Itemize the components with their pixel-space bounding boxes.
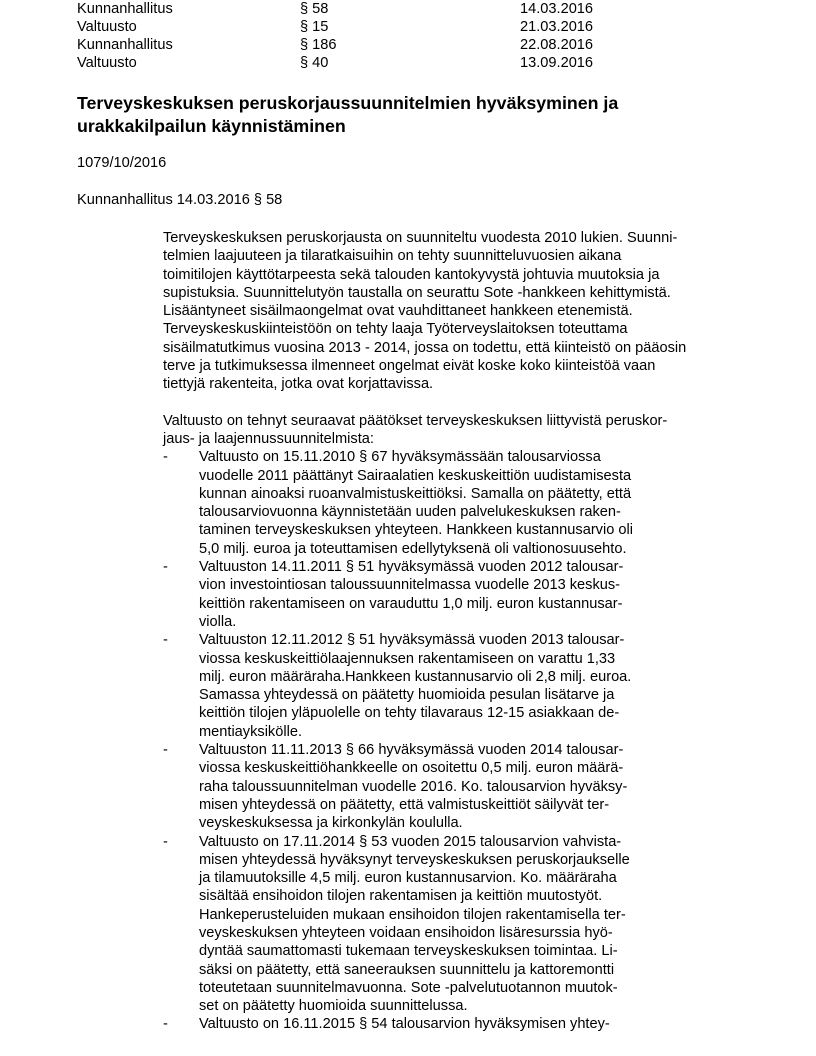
decision-text: Valtuusto on 16.11.2015 § 54 talousarvion hyväksymisen yhtey- bbox=[199, 1016, 610, 1033]
bullet-dash: - bbox=[163, 449, 168, 466]
reference-section: § 40 bbox=[300, 55, 329, 71]
decision-text: Valtuuston 14.11.2011 § 51 hyväksymässä vuoden 2012 talousar- vion investointiosan taloussuunnitelmassa vuodelle 2013 keskus- keittiön rakentamiseen on varauduttu 1,0 milj. euron kustannusar- violla. bbox=[199, 559, 624, 630]
reference-body: Kunnanhallitus bbox=[77, 1, 173, 17]
list-item bbox=[163, 448, 743, 558]
bullet-dash: - bbox=[163, 833, 168, 850]
intro-paragraph: Terveyskeskuksen peruskorjausta on suunniteltu vuodesta 2010 lukien. Suunni- telmien laajuuteen ja tilaratkaisuihin on tehty suunnitteluvuosien aikana toimitilojen käyttötarpeesta sekä talouden kantokyvystä johtuvia muutoksia ja supistuksia. Suunnittelutyön taustalla on seurattu Sote -hankkeen kehittymistä. Lisääntyneet sisäilmaongelmat ovat vauhdittaneet hankkeen etenemistä. Terveyskeskuskiinteistöön on tehty laaja Työterveyslaitoksen toteuttama sisäilmatutkimus vuosina 2013 - 2014, jossa on todettu, että kiinteistö on pääosin terve ja tutkimuksessa ilmenneet ongelmat eivät koske koko kiinteistöä vaan tiettyjä rakenteita, jotka ovat korjattavissa. bbox=[163, 230, 687, 393]
reference-section: § 15 bbox=[300, 19, 329, 35]
decisions-intro: Valtuusto on tehnyt seuraavat päätökset terveyskeskuksen liittyvistä peruskor- jaus- ja laajennussuunnitelmista: bbox=[163, 412, 668, 447]
decision-text: Valtuusto on 15.11.2010 § 67 hyväksymässään talousarviossa vuodelle 2011 päättänyt Sairaalatien keskuskeittiön uudistamisesta kunnan ainoaksi ruoanvalmistuskeittiöksi. Samalla on päätetty, että talousarviovuonna käynnistetään uuden palvelukeskuksen raken- taminen terveyskeskuksen yhteyteen. Hankkeen kustannusarvio oli 5,0 milj. euroa ja toteuttamisen edellytyksenä oli valtionosuusehto. bbox=[199, 449, 633, 557]
reference-date: 21.03.2016 bbox=[520, 19, 594, 35]
reference-date: 13.09.2016 bbox=[520, 55, 594, 71]
list-item bbox=[163, 631, 743, 741]
diary-number: 1079/10/2016 bbox=[77, 155, 167, 171]
decision-text: Valtuuston 11.11.2013 § 66 hyväksymässä vuoden 2014 talousar- viossa keskuskeittiöhankkeelle on osoitettu 0,5 milj. euron määrä- raha taloussuunnitelman vuodelle 2016. Ko. talousarvion hyväksy- misen yhteydessä on päätetty, että valmistuskeittiöt säilyvät ter- veyskeskuksessa ja kirkonkylän koululla. bbox=[199, 742, 628, 832]
reference-body: Valtuusto bbox=[77, 55, 137, 71]
list-item bbox=[163, 558, 743, 631]
reference-section: § 58 bbox=[300, 1, 329, 17]
reference-body: Kunnanhallitus bbox=[77, 37, 173, 53]
reference-section: § 186 bbox=[300, 37, 337, 53]
bullet-dash: - bbox=[163, 559, 168, 576]
bullet-dash: - bbox=[163, 742, 168, 759]
decision-text: Valtuuston 12.11.2012 § 51 hyväksymässä vuoden 2013 talousar- viossa keskuskeittiölaajennuksen rakentamiseen on varattu 1,33 milj. euron määräraha.Hankkeen kustannusarvio oli 2,8 milj. euroa. Samassa yhteydessä on päätetty huomioida pesulan lisätarve ja keittiön tilojen yläpuolelle on tehty tilavaraus 12-15 asiakkaan de- mentiayksikölle. bbox=[199, 632, 632, 740]
bullet-dash: - bbox=[163, 632, 168, 649]
list-item bbox=[163, 1015, 743, 1033]
document-body bbox=[163, 229, 743, 1034]
page-title: Terveyskeskuksen peruskorjaussuunnitelmien hyväksyminen ja urakkakilpailun käynnistäminen bbox=[77, 93, 619, 136]
decision-text: Valtuusto on 17.11.2014 § 53 vuoden 2015 talousarvion vahvista- misen yhteydessä hyväksynyt terveyskeskuksen peruskorjaukselle ja tilamuutoksille 4,5 milj. euron kustannusarvion. Ko. määräraha sisältää ensihoidon tilojen rakentamisen ja keittiön muutostyöt. Hankeperusteluiden mukaan ensihoidon tilojen rakentamisella ter- veyskeskuksen yhteyteen voidaan ensihoidon lisäresurssia hyö- dyntää saumattomasti tukemaan terveyskeskuksen toimintaa. Li- säksi on päätetty, että saneerauksen suunnittelu ja kattoremontti toteutetaan suunnitelmavuonna. Sote -palvelutuotannon muutok- set on päätetty huomioida suunnittelussa. bbox=[199, 833, 630, 1015]
list-item bbox=[163, 741, 743, 832]
list-item bbox=[163, 833, 743, 1016]
reference-date: 14.03.2016 bbox=[520, 1, 594, 17]
bullet-dash: - bbox=[163, 1016, 168, 1033]
board-reference: Kunnanhallitus 14.03.2016 § 58 bbox=[77, 192, 283, 208]
reference-body: Valtuusto bbox=[77, 19, 137, 35]
decision-list bbox=[163, 448, 743, 1034]
reference-date: 22.08.2016 bbox=[520, 37, 594, 53]
